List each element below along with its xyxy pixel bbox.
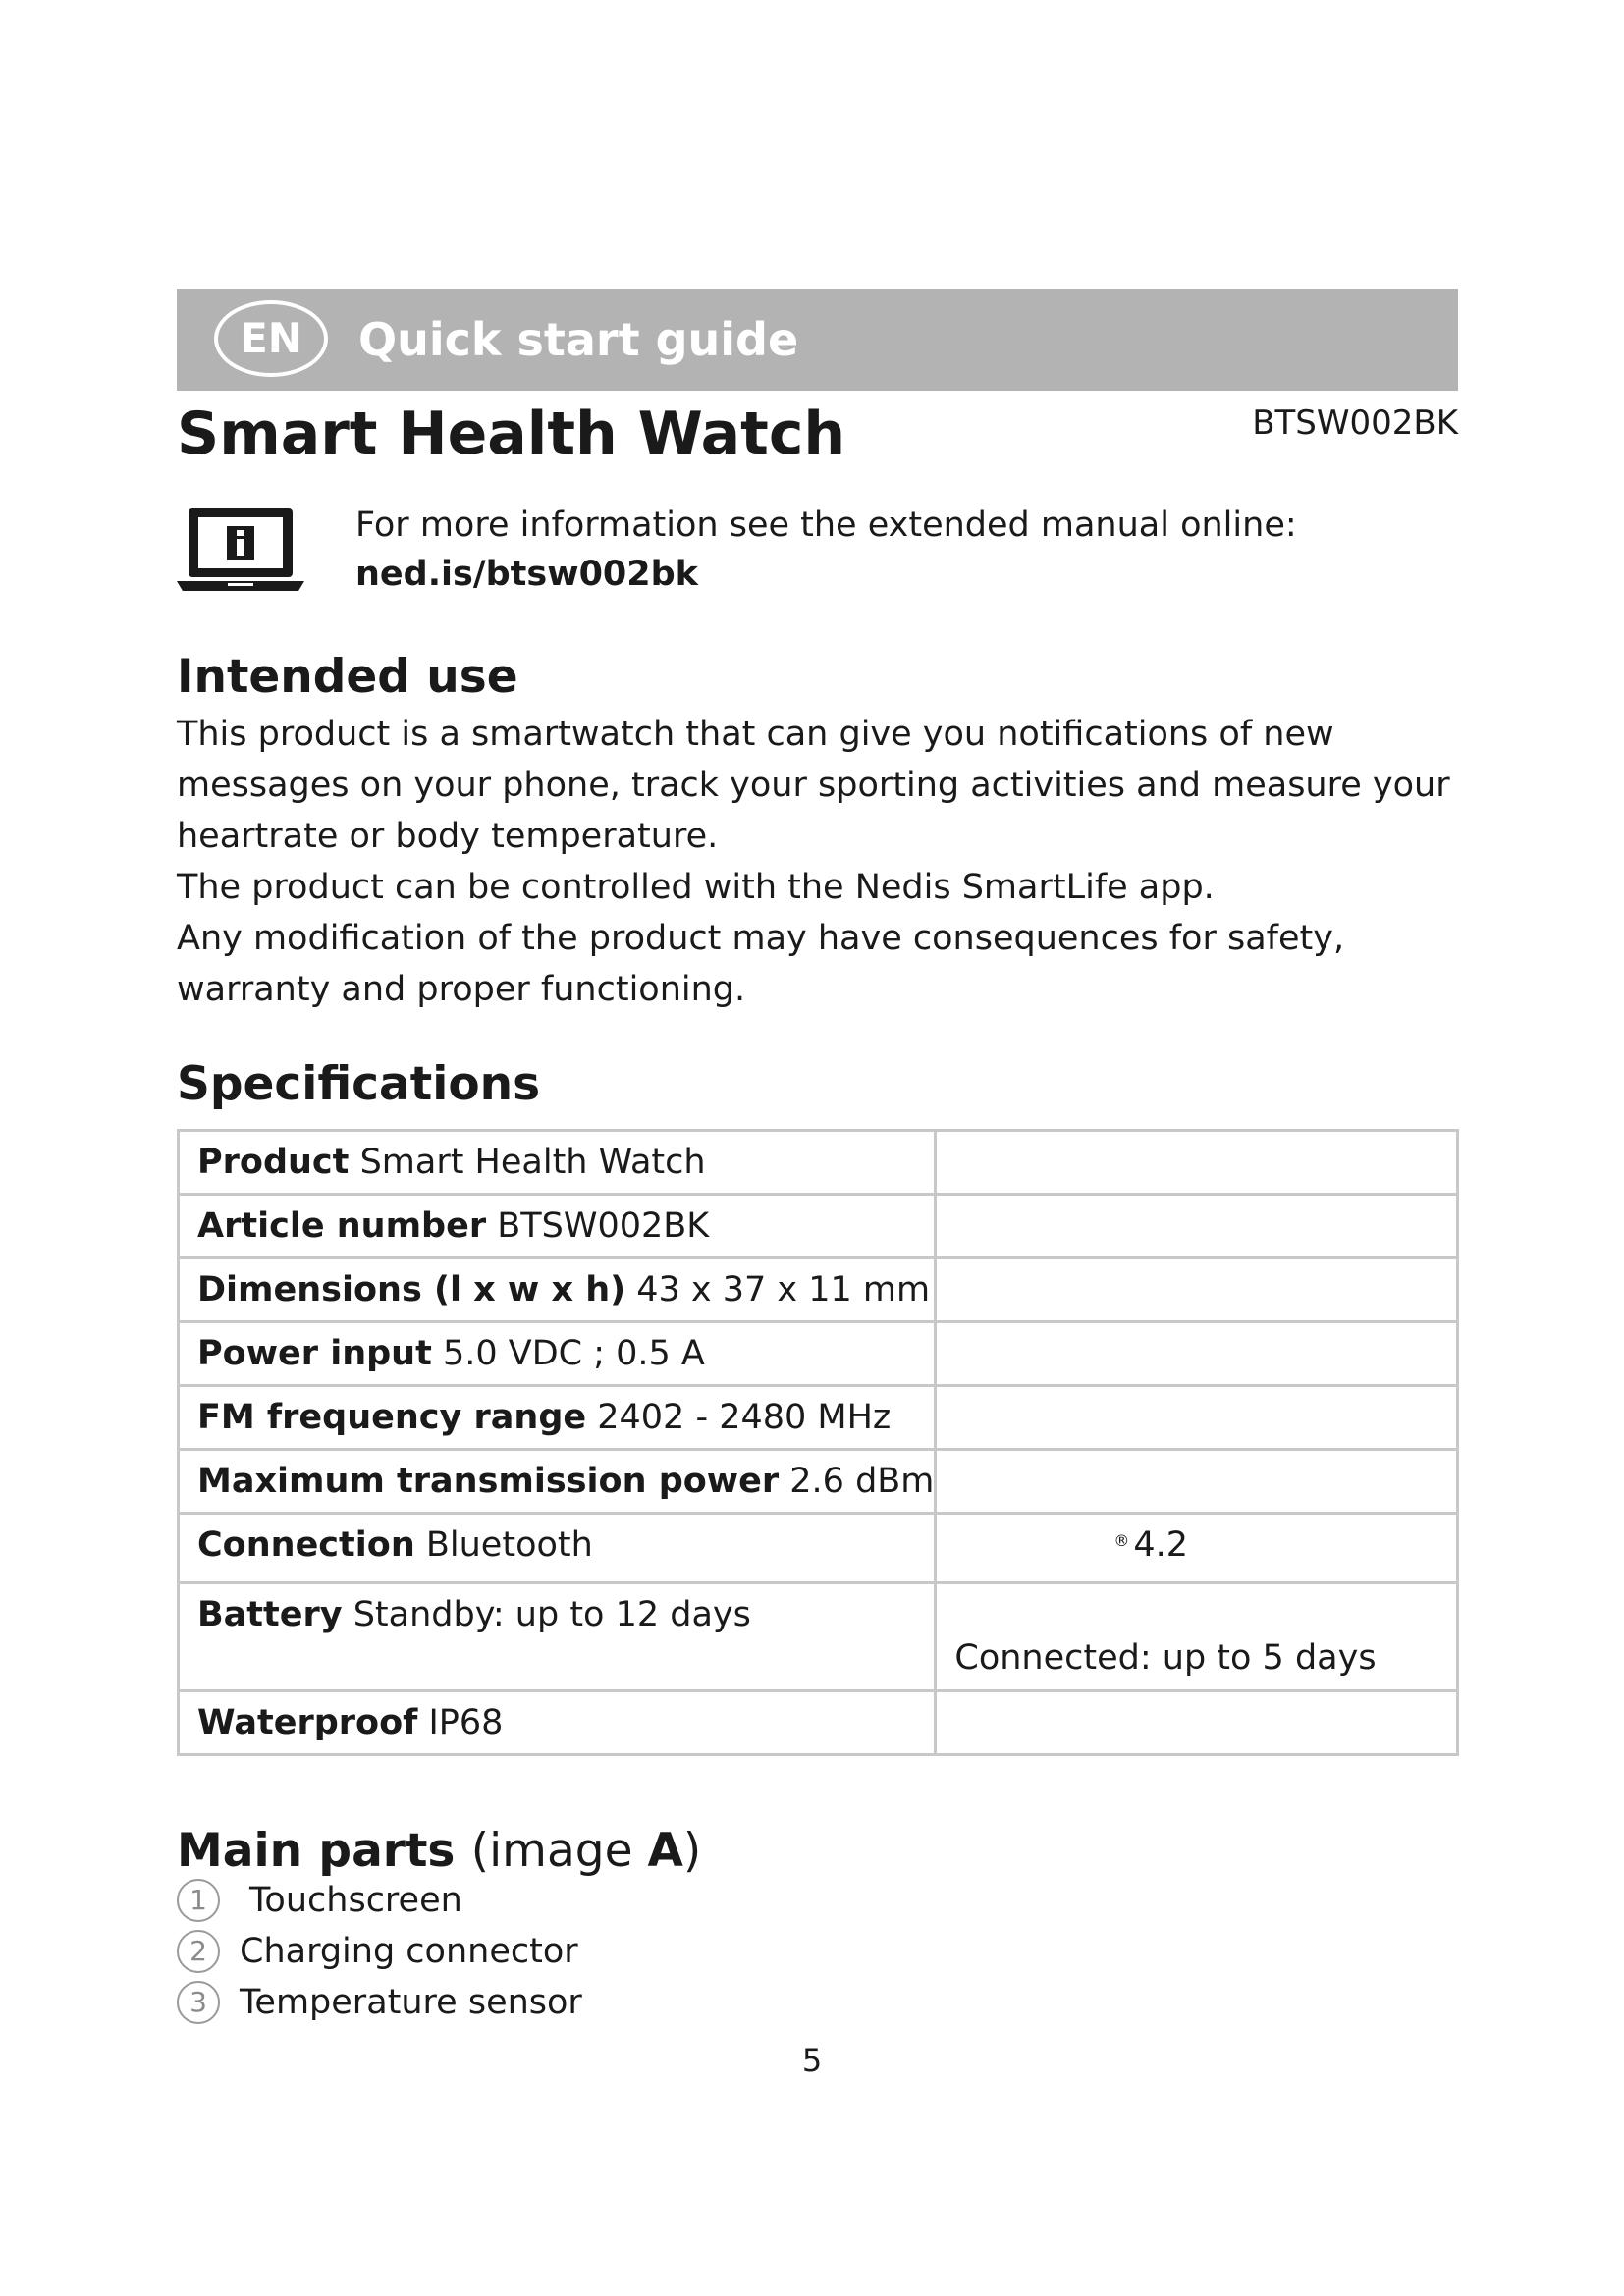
spec-cell-right	[936, 1514, 1458, 1583]
intended-use-paragraph: The product can be controlled with the Nedis SmartLife app.	[177, 868, 1215, 907]
spec-cell-empty	[936, 1322, 1458, 1386]
spec-value: 5.0 VDC ; 0.5 A	[442, 1334, 705, 1373]
spec-cell	[179, 1258, 936, 1322]
spec-label: Article number	[197, 1206, 487, 1246]
spec-cell-empty	[936, 1691, 1458, 1755]
spec-value: Bluetooth	[425, 1525, 593, 1565]
spec-cell	[179, 1514, 936, 1583]
spec-cell	[179, 1450, 936, 1514]
spec-label: Product	[197, 1143, 350, 1182]
intended-use-text	[177, 709, 1463, 1015]
spec-cell-right	[936, 1583, 1458, 1691]
spec-cell	[179, 1131, 936, 1195]
article-code: BTSW002BK	[1252, 403, 1458, 443]
list-item	[177, 1926, 582, 1977]
main-parts-heading	[177, 1822, 701, 1881]
table-row	[179, 1131, 1458, 1195]
spec-cell	[179, 1386, 936, 1450]
spec-value: Standby: up to 12 days	[352, 1595, 751, 1634]
spec-cell	[179, 1691, 936, 1755]
spec-value: 2.6 dBm	[789, 1462, 935, 1501]
spec-value: 43 x 37 x 11 mm	[636, 1270, 931, 1309]
spec-label: Waterproof	[197, 1703, 418, 1742]
spec-value: BTSW002BK	[497, 1206, 710, 1246]
spec-cell-empty	[936, 1258, 1458, 1322]
main-parts-list	[177, 1875, 582, 2028]
spec-cell-empty	[936, 1131, 1458, 1195]
table-row	[179, 1258, 1458, 1322]
list-item	[177, 1875, 582, 1926]
spec-label: Power input	[197, 1334, 432, 1373]
part-label: Temperature sensor	[240, 1983, 582, 2022]
table-row	[179, 1514, 1458, 1583]
table-row	[179, 1195, 1458, 1258]
banner-title: Quick start guide	[358, 313, 799, 366]
manual-link[interactable]: ned.is/btsw002bk	[355, 555, 698, 594]
number-circle: 2	[177, 1930, 220, 1973]
laptop-info-icon	[175, 505, 306, 595]
intended-use-paragraph: Any modification of the product may have consequences for safety, warranty and proper functioning.	[177, 919, 1345, 1009]
list-item	[177, 1977, 582, 2028]
spec-label: Dimensions (l x w x h)	[197, 1270, 626, 1309]
main-parts-ref-letter: A	[647, 1824, 683, 1878]
spec-value-2: 4.2	[1133, 1525, 1189, 1565]
spec-value: 2402 - 2480 MHz	[597, 1398, 892, 1437]
spec-cell	[179, 1195, 936, 1258]
part-label: Charging connector	[240, 1932, 578, 1971]
intended-use-paragraph: This product is a smartwatch that can give you notifications of new messages on your phone, track your sporting activities and measure your heartrate or body temperature.	[177, 715, 1450, 856]
product-title: Smart Health Watch	[177, 400, 846, 468]
main-parts-ref-open: (image	[470, 1824, 648, 1878]
specifications-heading: Specifications	[177, 1057, 541, 1111]
table-row	[179, 1386, 1458, 1450]
spec-cell-empty	[936, 1386, 1458, 1450]
spec-label: Battery	[197, 1595, 343, 1634]
info-description: For more information see the extended manual online:	[355, 506, 1297, 545]
part-label: Touchscreen	[249, 1881, 462, 1920]
spec-cell	[179, 1322, 936, 1386]
table-row	[179, 1322, 1458, 1386]
spec-cell-empty	[936, 1195, 1458, 1258]
spec-cell-empty	[936, 1450, 1458, 1514]
page-number: 5	[801, 2042, 823, 2079]
language-badge: EN	[214, 300, 328, 377]
main-parts-title: Main parts	[177, 1824, 456, 1878]
table-row	[179, 1583, 1458, 1691]
spec-value-2: Connected: up to 5 days	[954, 1638, 1377, 1678]
spec-label: FM frequency range	[197, 1398, 587, 1437]
table-row	[179, 1450, 1458, 1514]
registered-mark: ®	[1113, 1531, 1130, 1550]
main-parts-ref-close: )	[682, 1824, 702, 1878]
number-circle: 1	[177, 1879, 220, 1922]
spec-label: Connection	[197, 1525, 415, 1565]
spec-value: Smart Health Watch	[359, 1143, 706, 1182]
table-row	[179, 1691, 1458, 1755]
specifications-table	[177, 1129, 1459, 1756]
spec-cell	[179, 1583, 936, 1691]
spec-label: Maximum transmission power	[197, 1462, 780, 1501]
number-circle: 3	[177, 1981, 220, 2024]
info-text	[355, 501, 1297, 599]
spec-value: IP68	[428, 1703, 504, 1742]
intended-use-heading: Intended use	[177, 650, 518, 704]
header-banner	[177, 289, 1458, 391]
